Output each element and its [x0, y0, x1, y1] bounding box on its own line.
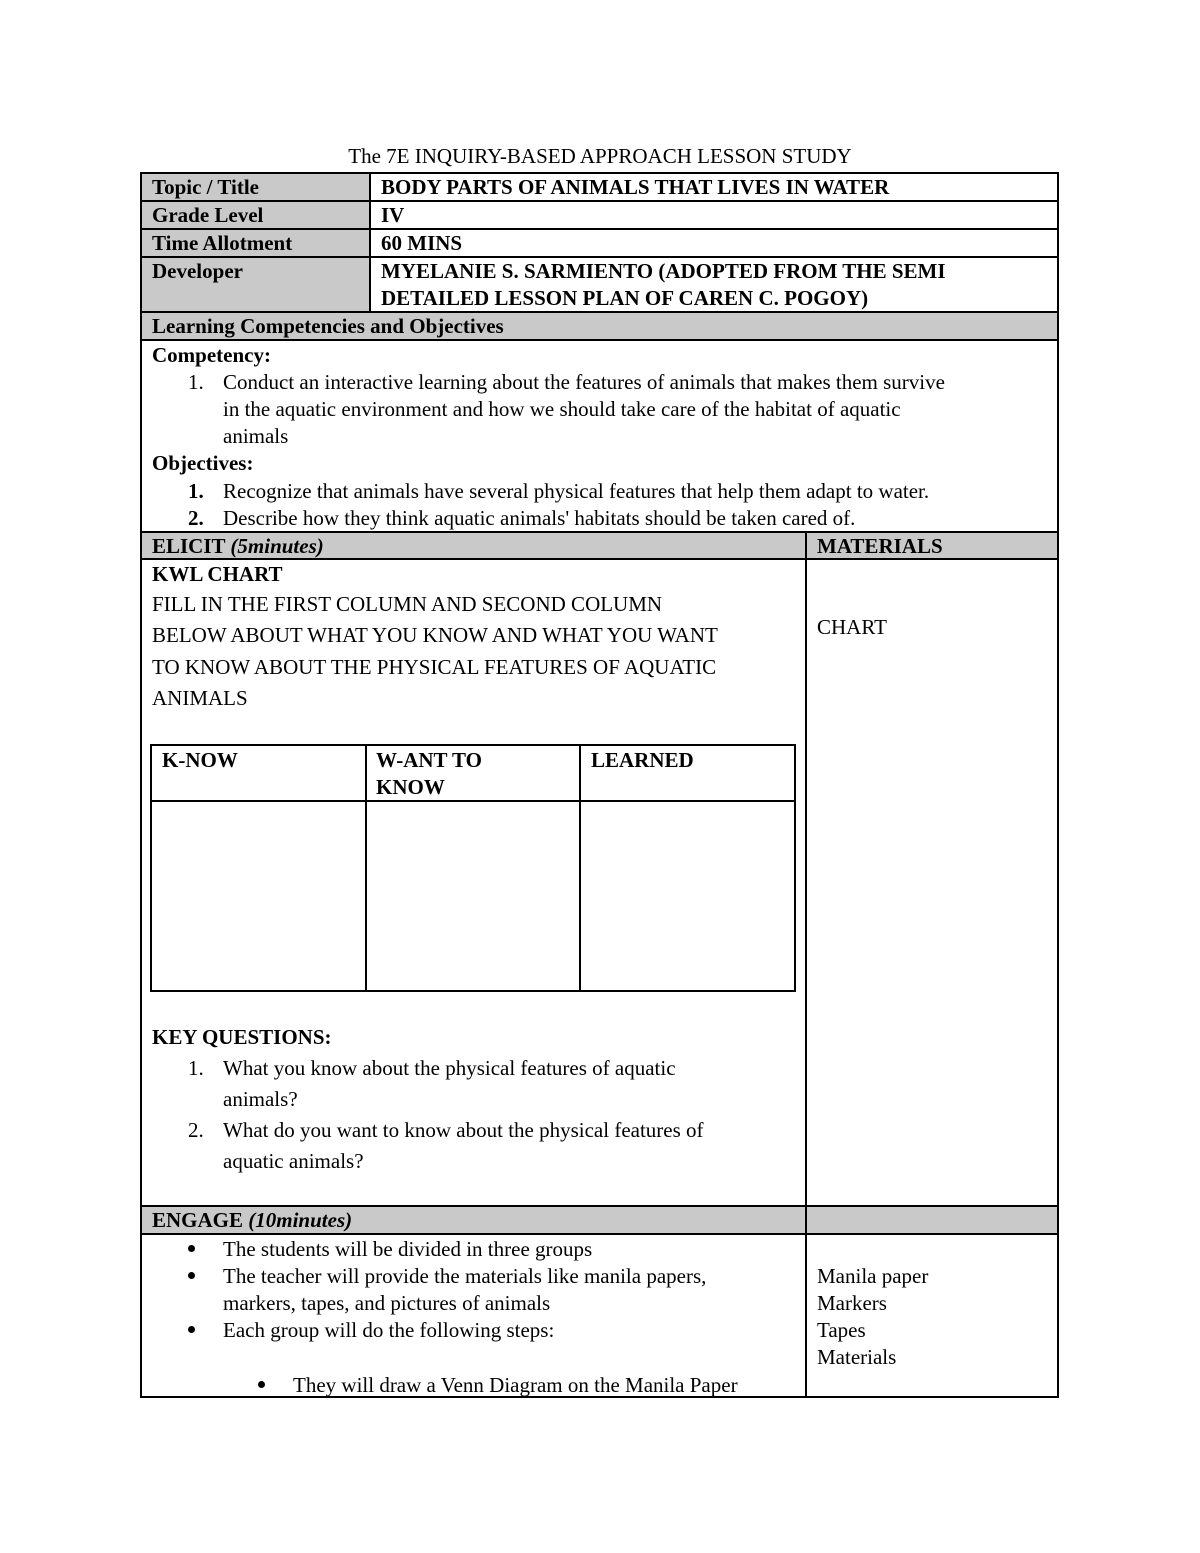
time-label: Time Allotment — [152, 231, 293, 255]
kwl-column-want-line2: KNOW — [376, 775, 445, 799]
objectives-label: Objectives: — [152, 451, 254, 475]
engage-bullet: Each group will do the following steps: — [223, 1318, 555, 1342]
kwl-column-want-line1: W-ANT TO — [376, 748, 483, 772]
question-line: What do you want to know about the physical features of — [223, 1118, 704, 1142]
engage-bullet-continued: markers, tapes, and pictures of animals — [223, 1291, 551, 1315]
kwl-table — [150, 744, 796, 992]
bullet-icon — [258, 1381, 265, 1388]
engage-bullet: The students will be divided in three groups — [223, 1237, 593, 1261]
bullet-icon — [188, 1272, 195, 1279]
question-line: aquatic animals? — [223, 1149, 364, 1173]
objective-number: 2. — [188, 506, 204, 530]
kwl-instruction-line: TO KNOW ABOUT THE PHYSICAL FEATURES OF AQUATIC — [152, 655, 717, 679]
objective-text: Describe how they think aquatic animals' habitats should be taken cared of. — [223, 506, 856, 530]
topic-label: Topic / Title — [152, 175, 259, 199]
elicit-header-time: (5minutes) — [230, 534, 324, 558]
elicit-header — [152, 533, 324, 560]
competency-line-2: in the aquatic environment and how we should take care of the habitat of aquatic — [223, 397, 901, 421]
engage-material: Markers — [817, 1291, 887, 1315]
kwl-title: KWL CHART — [152, 562, 283, 586]
engage-material: Materials — [817, 1345, 897, 1369]
material-chart: CHART — [817, 615, 887, 639]
materials-header: MATERIALS — [817, 534, 943, 558]
topic-value: BODY PARTS OF ANIMALS THAT LIVES IN WATER — [381, 175, 890, 199]
elicit-header-label: ELICIT — [152, 534, 231, 558]
engage-header — [152, 1207, 352, 1234]
kwl-instruction-line: ANIMALS — [152, 686, 248, 710]
question-number: 2. — [188, 1118, 204, 1142]
document-title: The 7E INQUIRY-BASED APPROACH LESSON STUDY — [348, 144, 852, 168]
developer-value-line1: MYELANIE S. SARMIENTO (ADOPTED FROM THE SEMI — [381, 259, 946, 283]
objective-text: Recognize that animals have several physical features that help them adapt to water. — [223, 479, 930, 503]
developer-label: Developer — [152, 259, 243, 283]
kwl-instruction-line: BELOW ABOUT WHAT YOU KNOW AND WHAT YOU WANT — [152, 623, 718, 647]
bullet-icon — [188, 1245, 195, 1252]
objective-number: 1. — [188, 479, 204, 503]
key-questions-label: KEY QUESTIONS: — [152, 1025, 332, 1049]
competencies-header: Learning Competencies and Objectives — [152, 314, 504, 338]
competency-line-3: animals — [223, 424, 289, 448]
kwl-column-know: K-NOW — [162, 748, 238, 772]
kwl-column-learned: LEARNED — [591, 748, 694, 772]
grade-value: IV — [381, 203, 405, 227]
engage-bullet: The teacher will provide the materials like manila papers, — [223, 1264, 707, 1288]
competency-line-1: Conduct an interactive learning about the features of animals that makes them survive — [223, 370, 945, 394]
competency-label: Competency: — [152, 343, 271, 367]
competency-number: 1. — [188, 370, 204, 394]
engage-sub-bullet: They will draw a Venn Diagram on the Manila Paper — [293, 1373, 738, 1397]
question-line: animals? — [223, 1087, 298, 1111]
bullet-icon — [188, 1326, 195, 1333]
engage-header-time: (10minutes) — [248, 1208, 353, 1232]
engage-material: Manila paper — [817, 1264, 929, 1288]
question-number: 1. — [188, 1056, 204, 1080]
engage-header-label: ENGAGE — [152, 1208, 249, 1232]
grade-label: Grade Level — [152, 203, 264, 227]
engage-material: Tapes — [817, 1318, 866, 1342]
developer-value-line2: DETAILED LESSON PLAN OF CAREN C. POGOY) — [381, 286, 869, 310]
time-value: 60 MINS — [381, 231, 463, 255]
kwl-instruction-line: FILL IN THE FIRST COLUMN AND SECOND COLUMN — [152, 592, 663, 616]
question-line: What you know about the physical features of aquatic — [223, 1056, 676, 1080]
